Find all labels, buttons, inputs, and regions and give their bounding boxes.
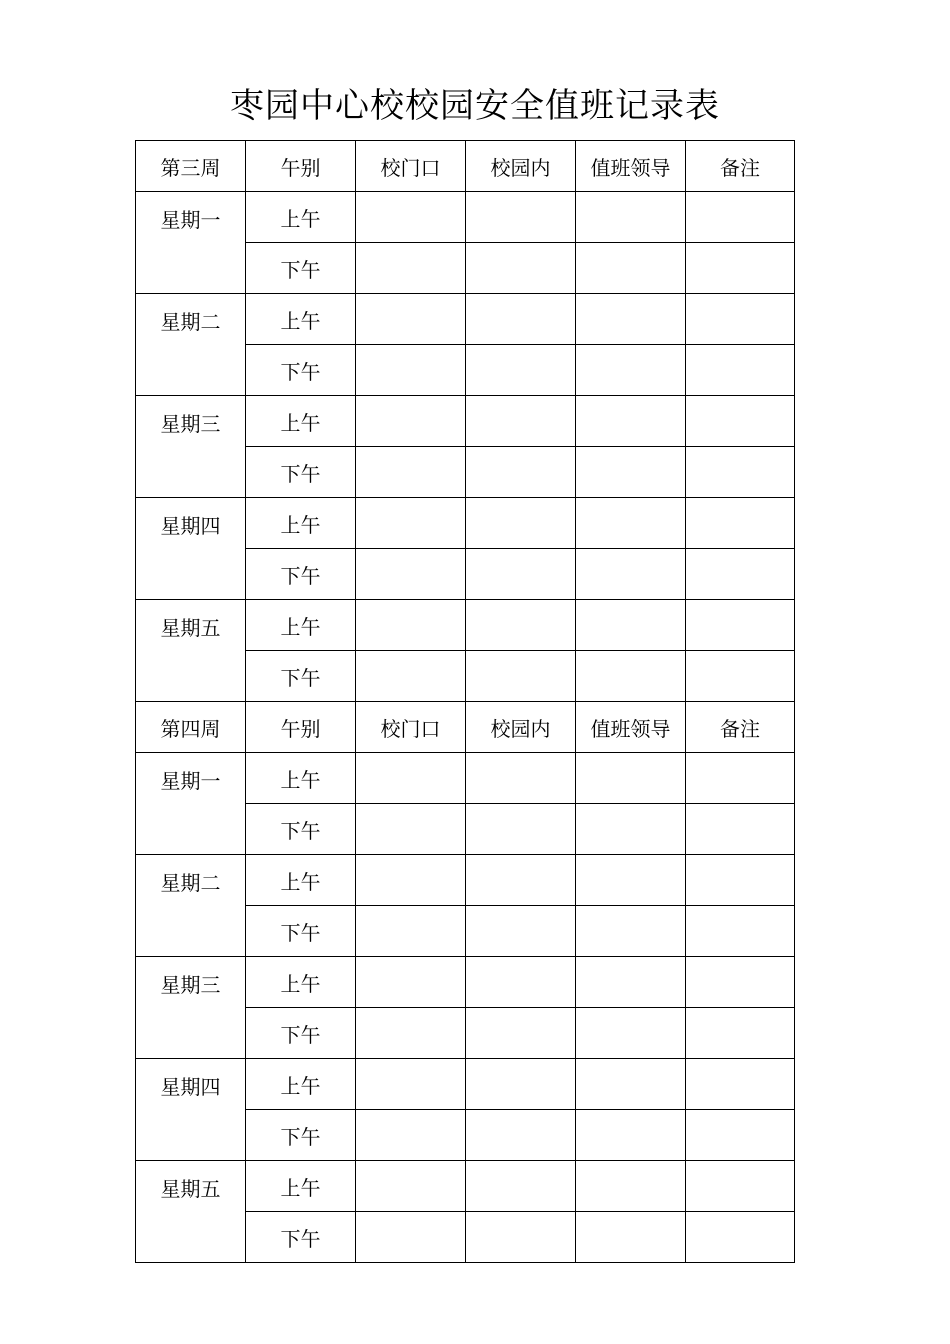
- table-row: [136, 1161, 795, 1212]
- period-cell: 下午: [246, 906, 356, 957]
- period-cell: 上午: [246, 753, 356, 804]
- leader-cell[interactable]: [576, 1059, 686, 1110]
- day-cell: 星期五: [136, 600, 246, 702]
- period-cell: 下午: [246, 804, 356, 855]
- gate-header-cell: 校门口: [356, 702, 466, 753]
- campus-cell[interactable]: [466, 804, 576, 855]
- notes-cell[interactable]: [686, 804, 795, 855]
- campus-cell[interactable]: [466, 243, 576, 294]
- period-cell: 下午: [246, 1212, 356, 1263]
- gate-cell[interactable]: [356, 753, 466, 804]
- leader-cell[interactable]: [576, 600, 686, 651]
- campus-cell[interactable]: [466, 1008, 576, 1059]
- notes-cell[interactable]: [686, 855, 795, 906]
- gate-cell[interactable]: [356, 396, 466, 447]
- notes-cell[interactable]: [686, 345, 795, 396]
- table-row: [136, 855, 795, 906]
- campus-header-cell: 校园内: [466, 702, 576, 753]
- notes-cell[interactable]: [686, 1059, 795, 1110]
- period-cell: 下午: [246, 1008, 356, 1059]
- period-cell: 上午: [246, 1161, 356, 1212]
- leader-cell[interactable]: [576, 345, 686, 396]
- period-header-cell: 午别: [246, 141, 356, 192]
- gate-cell[interactable]: [356, 1059, 466, 1110]
- campus-cell[interactable]: [466, 447, 576, 498]
- campus-header-cell: 校园内: [466, 141, 576, 192]
- notes-cell[interactable]: [686, 1161, 795, 1212]
- notes-cell[interactable]: [686, 294, 795, 345]
- table-row: [136, 1059, 795, 1110]
- campus-cell[interactable]: [466, 294, 576, 345]
- campus-cell[interactable]: [466, 549, 576, 600]
- leader-cell[interactable]: [576, 447, 686, 498]
- gate-cell[interactable]: [356, 957, 466, 1008]
- notes-cell[interactable]: [686, 192, 795, 243]
- gate-cell[interactable]: [356, 1212, 466, 1263]
- notes-cell[interactable]: [686, 600, 795, 651]
- day-cell: 星期一: [136, 192, 246, 294]
- leader-cell[interactable]: [576, 549, 686, 600]
- gate-cell[interactable]: [356, 345, 466, 396]
- period-cell: 下午: [246, 243, 356, 294]
- campus-cell[interactable]: [466, 651, 576, 702]
- day-cell: 星期二: [136, 855, 246, 957]
- table-row: [136, 396, 795, 447]
- day-cell: 星期四: [136, 1059, 246, 1161]
- week-header-row: [136, 702, 795, 753]
- day-cell: 星期四: [136, 498, 246, 600]
- day-cell: 星期五: [136, 1161, 246, 1263]
- gate-cell[interactable]: [356, 651, 466, 702]
- campus-cell[interactable]: [466, 906, 576, 957]
- gate-cell[interactable]: [356, 600, 466, 651]
- period-cell: 上午: [246, 855, 356, 906]
- campus-cell[interactable]: [466, 498, 576, 549]
- leader-cell[interactable]: [576, 243, 686, 294]
- notes-header-cell: 备注: [686, 141, 795, 192]
- leader-cell[interactable]: [576, 1008, 686, 1059]
- gate-cell[interactable]: [356, 1008, 466, 1059]
- duty-record-table: [135, 140, 795, 1263]
- week-header-row: [136, 141, 795, 192]
- period-cell: 下午: [246, 651, 356, 702]
- gate-header-cell: 校门口: [356, 141, 466, 192]
- campus-cell[interactable]: [466, 957, 576, 1008]
- period-cell: 上午: [246, 957, 356, 1008]
- leader-cell[interactable]: [576, 957, 686, 1008]
- notes-cell[interactable]: [686, 651, 795, 702]
- notes-cell[interactable]: [686, 957, 795, 1008]
- leader-cell[interactable]: [576, 396, 686, 447]
- leader-cell[interactable]: [576, 1161, 686, 1212]
- campus-cell[interactable]: [466, 855, 576, 906]
- leader-cell[interactable]: [576, 192, 686, 243]
- table-row: [136, 192, 795, 243]
- gate-cell[interactable]: [356, 1161, 466, 1212]
- table-row: [136, 498, 795, 549]
- notes-cell[interactable]: [686, 1110, 795, 1161]
- duty-record-body: [136, 141, 795, 1263]
- table-row: [136, 753, 795, 804]
- gate-cell[interactable]: [356, 804, 466, 855]
- table-row: [136, 600, 795, 651]
- week-header-cell: 第三周: [136, 141, 246, 192]
- notes-cell[interactable]: [686, 243, 795, 294]
- campus-cell[interactable]: [466, 1059, 576, 1110]
- period-cell: 上午: [246, 294, 356, 345]
- campus-cell[interactable]: [466, 1212, 576, 1263]
- period-cell: 上午: [246, 192, 356, 243]
- leader-cell[interactable]: [576, 651, 686, 702]
- leader-cell[interactable]: [576, 498, 686, 549]
- period-cell: 上午: [246, 1059, 356, 1110]
- leader-cell[interactable]: [576, 804, 686, 855]
- notes-header-cell: 备注: [686, 702, 795, 753]
- gate-cell[interactable]: [356, 855, 466, 906]
- gate-cell[interactable]: [356, 1110, 466, 1161]
- leader-cell[interactable]: [576, 294, 686, 345]
- period-cell: 下午: [246, 1110, 356, 1161]
- period-cell: 上午: [246, 498, 356, 549]
- gate-cell[interactable]: [356, 294, 466, 345]
- leader-cell[interactable]: [576, 906, 686, 957]
- table-row: [136, 957, 795, 1008]
- gate-cell[interactable]: [356, 549, 466, 600]
- document-title: 枣园中心校校园安全值班记录表: [230, 86, 720, 126]
- notes-cell[interactable]: [686, 753, 795, 804]
- day-cell: 星期三: [136, 957, 246, 1059]
- campus-cell[interactable]: [466, 1161, 576, 1212]
- notes-cell[interactable]: [686, 447, 795, 498]
- gate-cell[interactable]: [356, 447, 466, 498]
- campus-cell[interactable]: [466, 753, 576, 804]
- notes-cell[interactable]: [686, 906, 795, 957]
- campus-cell[interactable]: [466, 192, 576, 243]
- campus-cell[interactable]: [466, 345, 576, 396]
- period-cell: 下午: [246, 447, 356, 498]
- leader-cell[interactable]: [576, 1212, 686, 1263]
- campus-cell[interactable]: [466, 600, 576, 651]
- period-cell: 上午: [246, 396, 356, 447]
- gate-cell[interactable]: [356, 906, 466, 957]
- period-cell: 下午: [246, 345, 356, 396]
- period-cell: 下午: [246, 549, 356, 600]
- campus-cell[interactable]: [466, 396, 576, 447]
- day-cell: 星期一: [136, 753, 246, 855]
- notes-cell[interactable]: [686, 549, 795, 600]
- leader-cell[interactable]: [576, 855, 686, 906]
- notes-cell[interactable]: [686, 1008, 795, 1059]
- gate-cell[interactable]: [356, 192, 466, 243]
- notes-cell[interactable]: [686, 1212, 795, 1263]
- leader-cell[interactable]: [576, 753, 686, 804]
- week-header-cell: 第四周: [136, 702, 246, 753]
- leader-header-cell: 值班领导: [576, 702, 686, 753]
- day-cell: 星期三: [136, 396, 246, 498]
- leader-cell[interactable]: [576, 1110, 686, 1161]
- table-row: [136, 294, 795, 345]
- gate-cell[interactable]: [356, 243, 466, 294]
- notes-cell[interactable]: [686, 396, 795, 447]
- gate-cell[interactable]: [356, 498, 466, 549]
- campus-cell[interactable]: [466, 1110, 576, 1161]
- day-cell: 星期二: [136, 294, 246, 396]
- period-header-cell: 午别: [246, 702, 356, 753]
- leader-header-cell: 值班领导: [576, 141, 686, 192]
- period-cell: 上午: [246, 600, 356, 651]
- notes-cell[interactable]: [686, 498, 795, 549]
